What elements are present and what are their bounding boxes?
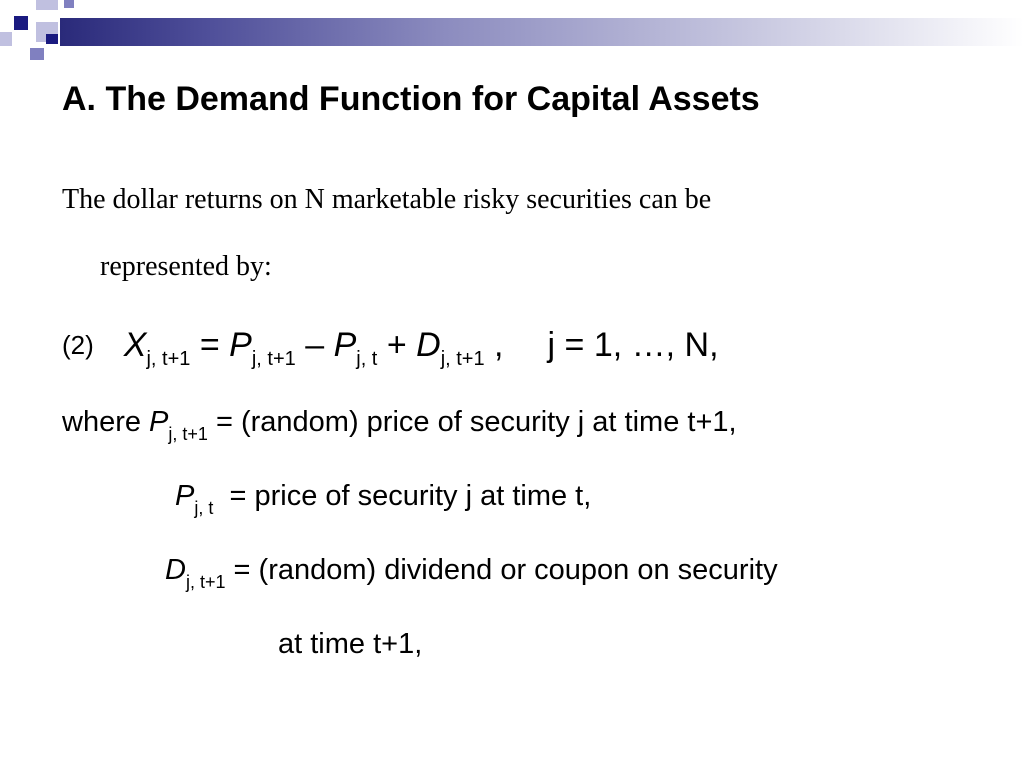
- equation-x-symbol: X: [123, 326, 147, 364]
- def2-symbol: P: [175, 480, 195, 512]
- dark-square-center: [46, 34, 58, 44]
- equation-d-subscript: j, t+1: [440, 348, 485, 370]
- equation-plus: +: [377, 326, 417, 364]
- def3-subscript: j, t+1: [185, 572, 226, 592]
- equation-2: [62, 326, 719, 370]
- where-label: where: [62, 406, 150, 438]
- header-gradient-bar: [60, 18, 1024, 46]
- light-square-top: [36, 0, 58, 10]
- def3-text: = (random) dividend or coupon on security: [225, 554, 778, 586]
- mid-square-top: [64, 0, 74, 8]
- equation-comma: ,: [484, 326, 504, 364]
- definition-dividend: [165, 554, 778, 592]
- equation-number: (2): [62, 330, 94, 360]
- def1-symbol: P: [149, 406, 169, 438]
- def3-symbol: D: [165, 554, 186, 586]
- equation-p2-symbol: P: [333, 326, 357, 364]
- definition-dividend-continued: at time t+1,: [278, 628, 423, 660]
- equation-d-symbol: D: [416, 326, 441, 364]
- light-square-left: [0, 32, 12, 46]
- intro-text-line-2: represented by:: [100, 251, 272, 282]
- definition-price-current: [175, 480, 592, 518]
- dark-square-top-left: [14, 16, 28, 30]
- equation-p1-symbol: P: [229, 326, 252, 364]
- def2-subscript: j, t: [194, 498, 214, 518]
- intro-text-line-1: The dollar returns on N marketable risky securities can be: [62, 184, 712, 215]
- definition-price-next: [62, 406, 737, 444]
- def1-text: = (random) price of security j at time t+1,: [207, 406, 737, 438]
- equation-minus: –: [295, 326, 334, 364]
- equation-p1-subscript: j, t+1: [251, 348, 296, 370]
- mid-square-bottom: [30, 48, 44, 60]
- equation-equals: =: [190, 326, 230, 364]
- def1-subscript: j, t+1: [168, 424, 208, 444]
- slide-title: A. The Demand Function for Capital Assets: [62, 80, 760, 118]
- equation-range: j = 1, …, N,: [547, 326, 719, 364]
- header-decoration: [0, 0, 1024, 48]
- equation-p2-subscript: j, t: [356, 348, 378, 370]
- equation-x-subscript: j, t+1: [146, 348, 191, 370]
- def2-text: = price of security j at time t,: [213, 480, 592, 512]
